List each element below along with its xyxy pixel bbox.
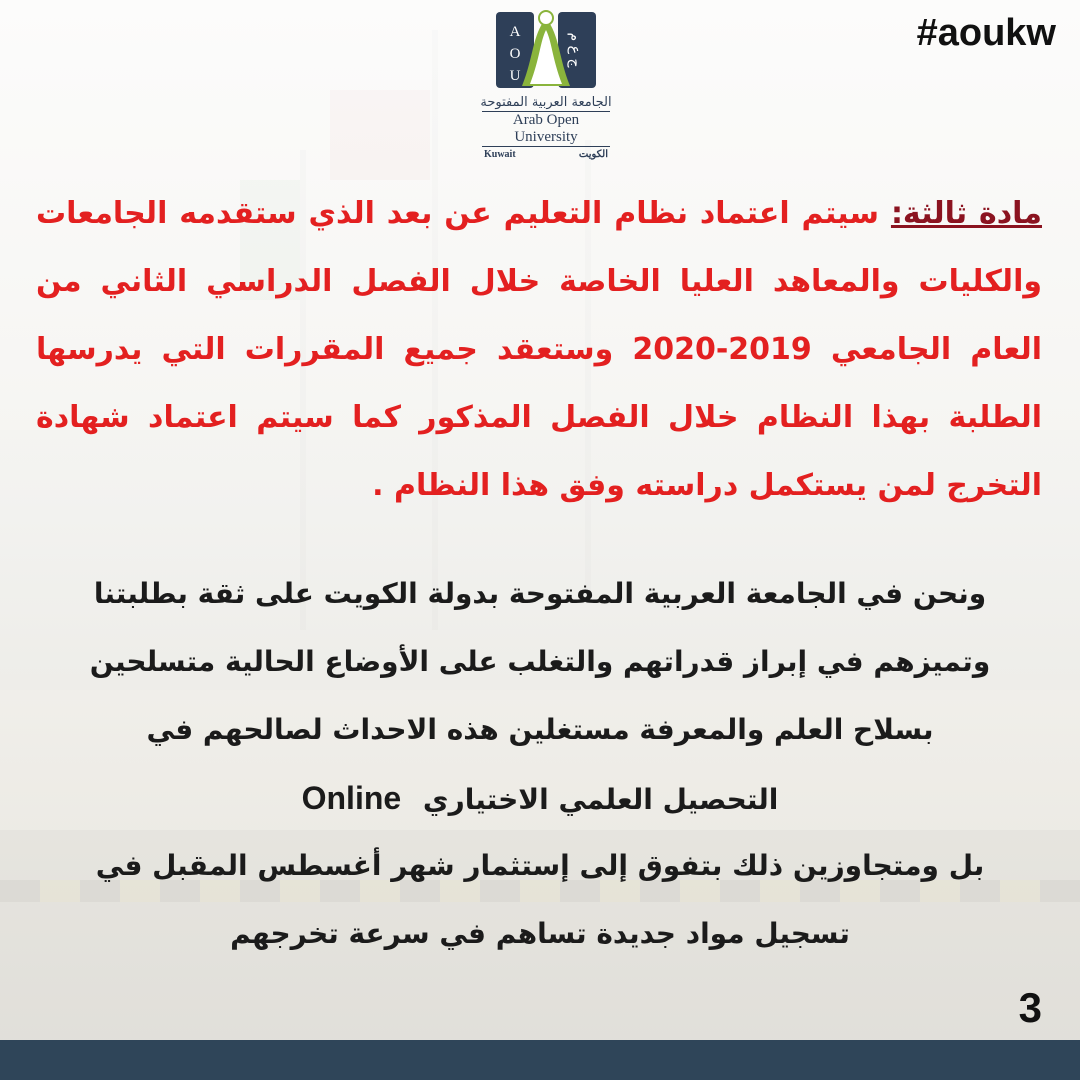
logo-location-english: Kuwait bbox=[484, 149, 516, 160]
hashtag: #aoukw bbox=[916, 12, 1056, 54]
message-line-text: التحصيل العلمي الاختياري bbox=[422, 783, 779, 816]
message-paragraph bbox=[20, 560, 1060, 968]
university-logo bbox=[472, 6, 620, 160]
message-line: بل ومتجاوزين ذلك بتفوق إلى إستثمار شهر أغسطس المقبل في bbox=[95, 849, 985, 882]
message-line-online bbox=[20, 764, 1060, 832]
logo-location-arabic: الكويت bbox=[578, 149, 608, 160]
online-label: Online bbox=[301, 780, 402, 816]
announcement-paragraph bbox=[36, 180, 1042, 520]
message-line: وتميزهم في إبراز قدراتهم والتغلب على الأوضاع الحالية متسلحين bbox=[89, 645, 991, 678]
logo-arabic-letters: ج ع م bbox=[567, 32, 583, 68]
logo-letter: U bbox=[509, 68, 521, 84]
logo-name-arabic: الجامعة العربية المفتوحة bbox=[480, 95, 612, 110]
logo-letter: O bbox=[509, 46, 521, 62]
logo-location bbox=[484, 149, 608, 160]
message-line: تسجيل مواد جديدة تساهم في سرعة تخرجهم bbox=[230, 917, 850, 950]
logo-letter: A bbox=[509, 24, 521, 40]
logo-emblem-icon bbox=[494, 6, 598, 92]
logo-name-english: Arab Open University bbox=[482, 111, 610, 147]
message-line: ونحن في الجامعة العربية المفتوحة بدولة الكويت على ثقة بطلبتنا bbox=[93, 577, 987, 610]
announcement-lead: مادة ثالثة: bbox=[890, 196, 1042, 231]
page-number: 3 bbox=[1018, 984, 1042, 1031]
message-line: بسلاح العلم والمعرفة مستغلين هذه الاحداث لصالحهم في bbox=[146, 713, 934, 746]
footer-bar bbox=[0, 1040, 1080, 1080]
announcement-text: سيتم اعتماد نظام التعليم عن بعد الذي ستقدمه الجامعات والكليات والمعاهد العليا الخاصة خلال الفصل الدراسي الثاني من العام الجامعي 2019-2020 وستعقد جميع المقررات التي يدرسها الطلبة بهذا النظام خلال الفصل المذكور كما سيتم اعتماد شهادة التخرج لمن يستكمل دراسته وفق هذا النظام . bbox=[36, 196, 1042, 503]
